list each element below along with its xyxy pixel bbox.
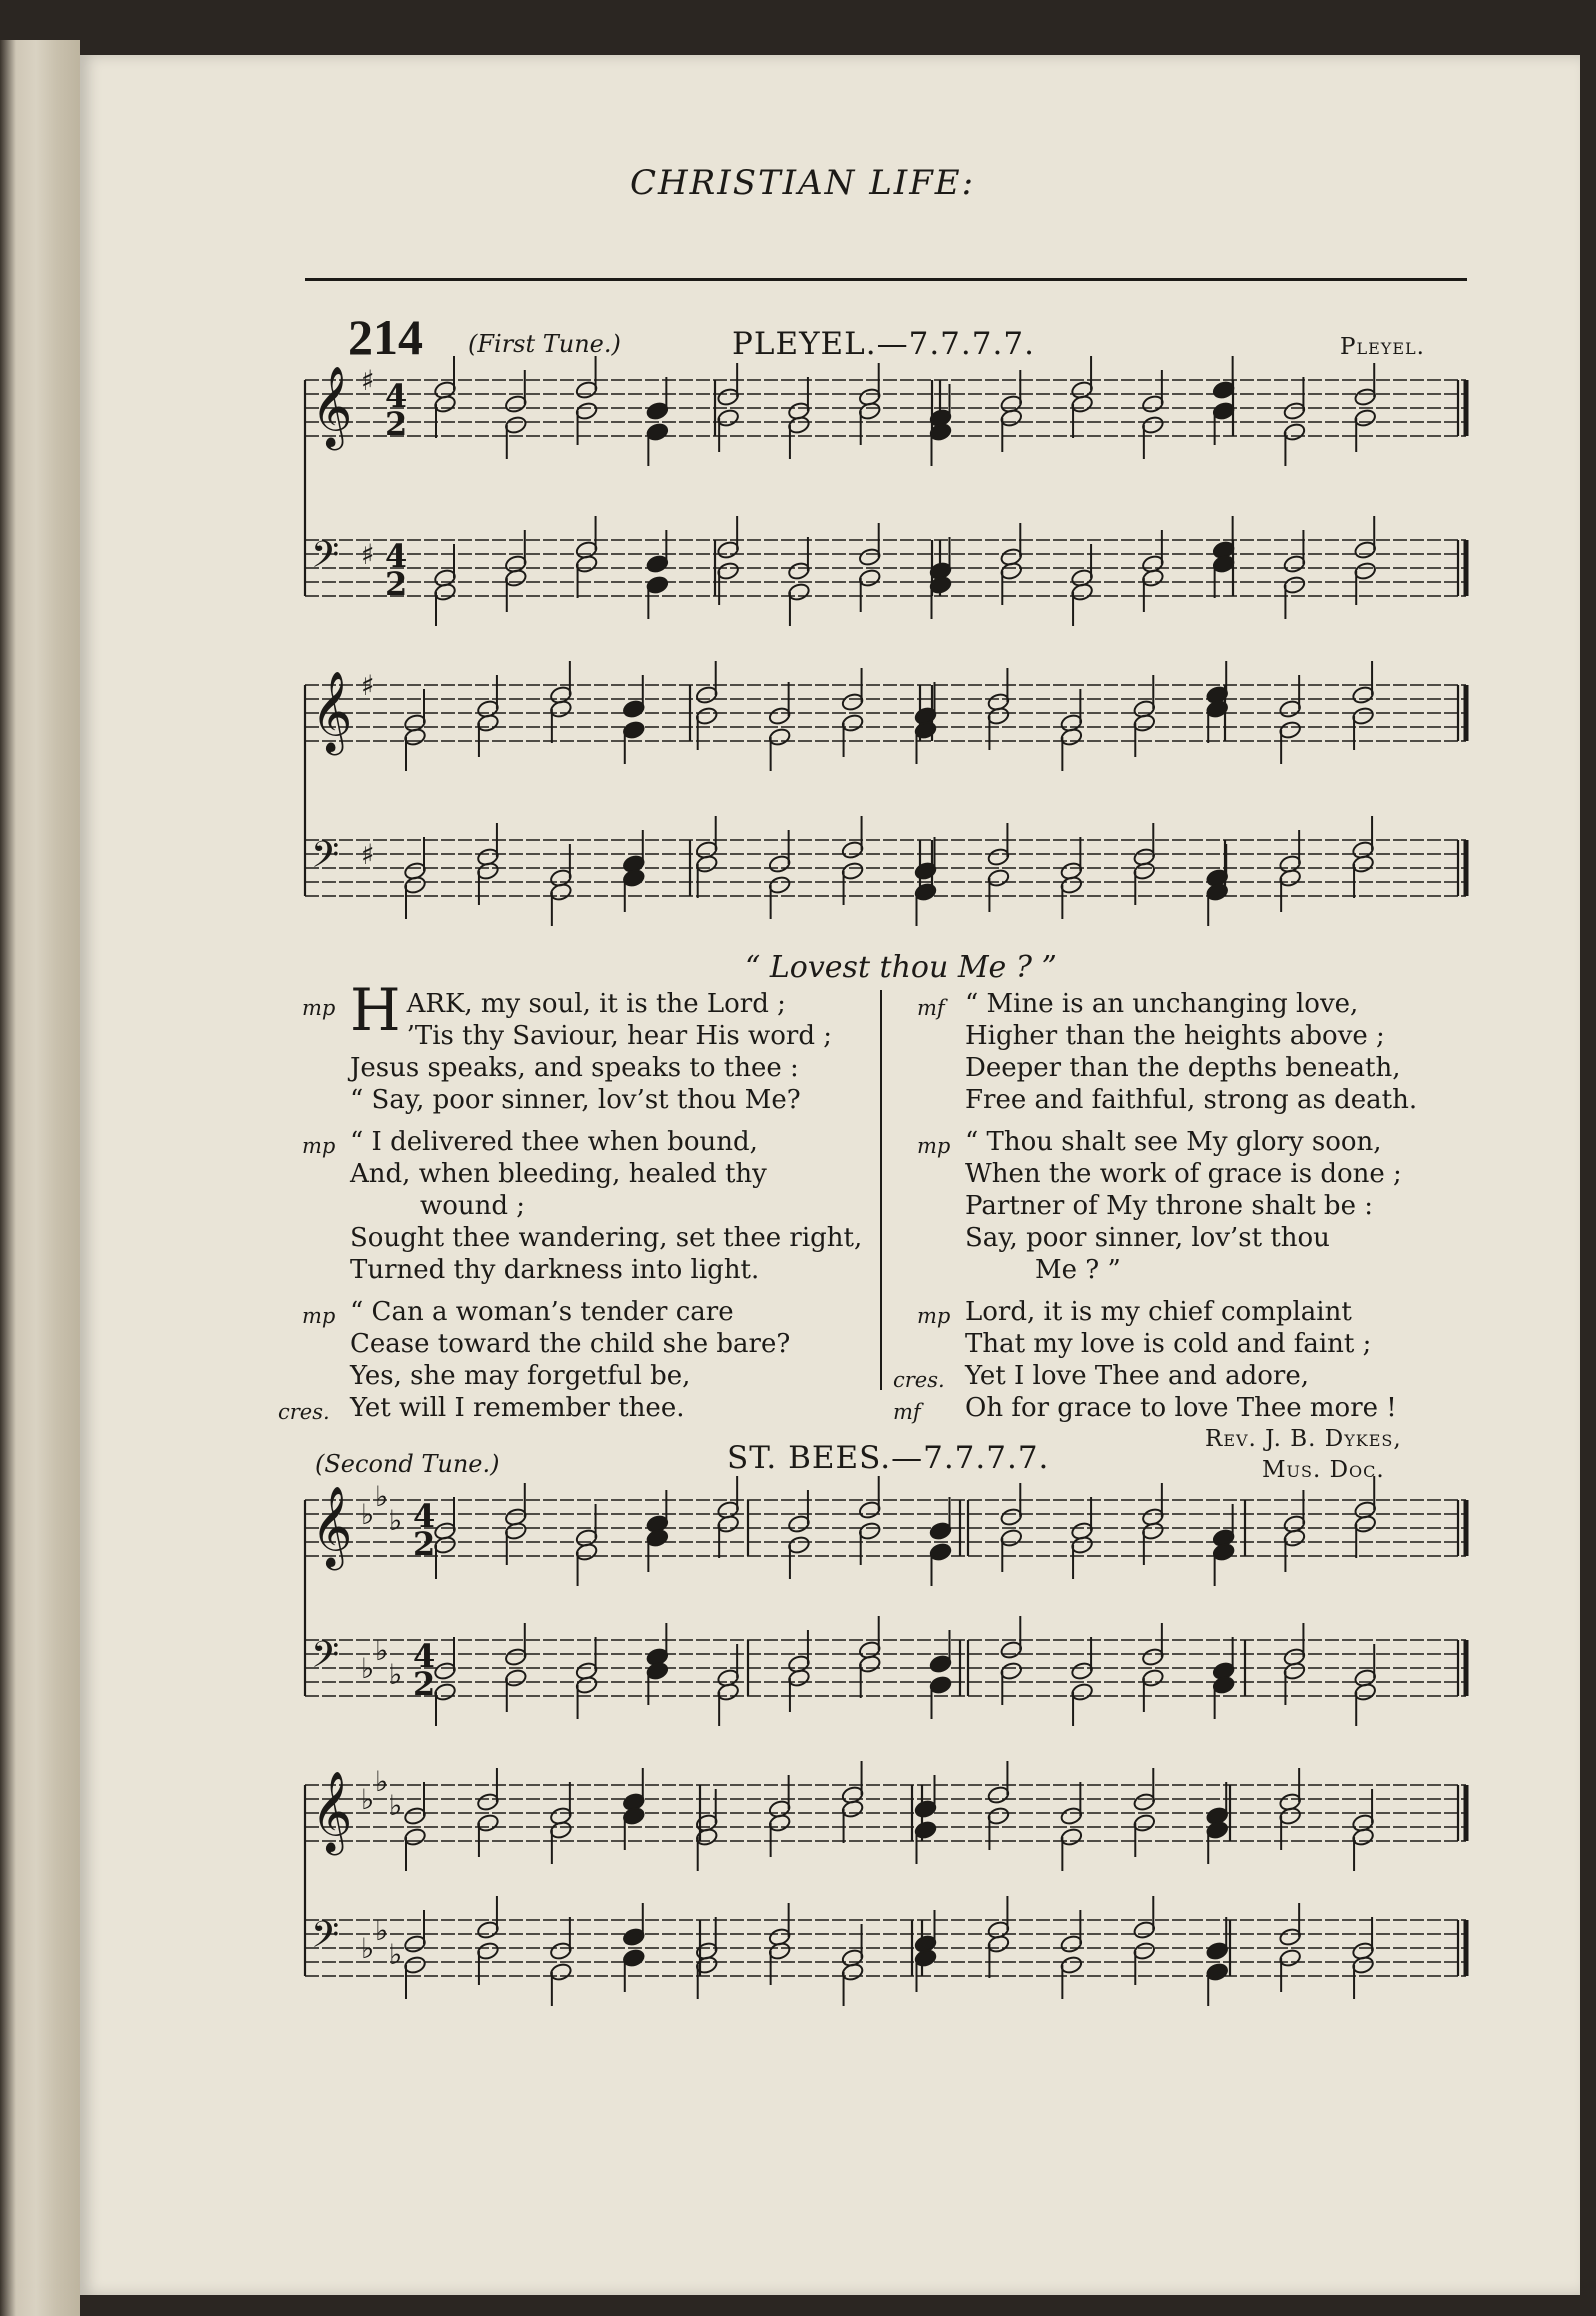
column-divider <box>880 990 882 1390</box>
drop-cap: H <box>350 976 401 1044</box>
verse-line: Say, poor sinner, lov’st thou <box>965 1223 1330 1253</box>
dynamic-marking: mp <box>302 1304 336 1328</box>
dynamic-marking: mp <box>302 1134 336 1158</box>
verse-line: “ Thou shalt see My glory soon, <box>965 1127 1382 1157</box>
dynamic-marking: cres. <box>893 1368 945 1392</box>
svg-text:♯: ♯ <box>361 364 375 397</box>
dynamic-marking: mp <box>302 996 336 1020</box>
svg-text:♭: ♭ <box>361 1932 375 1965</box>
hymn-epigraph: “ Lovest thou Me ? ” <box>745 950 1057 985</box>
svg-text:2: 2 <box>385 565 408 603</box>
hymn-number: 214 <box>348 309 423 365</box>
svg-text:4: 4 <box>413 1497 436 1535</box>
verse-line: “ I delivered thee when bound, <box>350 1127 758 1157</box>
verse <box>302 976 870 1116</box>
verse-line: Yes, she may forgetful be, <box>350 1361 691 1391</box>
svg-text:♭: ♭ <box>361 1498 375 1531</box>
svg-text:♭: ♭ <box>375 1634 389 1667</box>
verse <box>893 1296 1465 1424</box>
svg-text:4: 4 <box>413 1637 436 1675</box>
verse <box>917 1126 1465 1286</box>
svg-text:2: 2 <box>413 1525 436 1563</box>
svg-text:2: 2 <box>413 1665 436 1703</box>
verse <box>917 988 1465 1116</box>
section-header: CHRISTIAN LIFE: <box>630 163 976 203</box>
verse-line: Jesus speaks, and speaks to thee : <box>350 1053 799 1083</box>
first-tune-composer: Pleyel. <box>1340 334 1425 360</box>
first-tune-title: PLEYEL.—7.7.7.7. <box>732 326 1035 362</box>
verse-line: Free and faithful, strong as death. <box>965 1085 1418 1115</box>
svg-text:♭: ♭ <box>375 1765 389 1798</box>
verse-line: Lord, it is my chief complaint <box>965 1297 1352 1327</box>
svg-text:♯: ♯ <box>361 669 375 702</box>
verse-line: Yet will I remember thee. cres. <box>350 1392 870 1424</box>
verse-line: wound ; <box>420 1191 526 1221</box>
svg-text:♭: ♭ <box>389 1789 403 1822</box>
verse-line: Deeper than the depths beneath, <box>965 1053 1401 1083</box>
svg-text:𝄢: 𝄢 <box>311 1914 340 1965</box>
svg-text:𝄞: 𝄞 <box>311 670 353 752</box>
svg-text:♭: ♭ <box>389 1504 403 1537</box>
verse-line: “ Say, poor sinner, lov’st thou Me? <box>350 1085 801 1115</box>
svg-text:𝄢: 𝄢 <box>311 834 340 885</box>
svg-text:𝄞: 𝄞 <box>311 1770 353 1852</box>
dynamic-marking: mf <box>893 1400 921 1424</box>
second-tune-composer: Rev. J. B. Dykes, <box>1205 1426 1402 1452</box>
dynamic-marking: cres. <box>278 1400 330 1424</box>
verse-line: Cease toward the child she bare? <box>350 1329 791 1359</box>
verse-line: Sought thee wandering, set thee right, <box>350 1223 863 1253</box>
svg-text:2: 2 <box>385 405 408 443</box>
second-tune-title: ST. BEES.—7.7.7.7. <box>727 1440 1050 1476</box>
second-tune-composer-degree: Mus. Doc. <box>1262 1457 1385 1483</box>
verse-line: That my love is cold and faint ; <box>965 1329 1372 1359</box>
svg-text:𝄞: 𝄞 <box>311 365 353 447</box>
verse-line: “ Can a woman’s tender care <box>350 1297 734 1327</box>
verse-line: Oh for grace to love Thee more ! mf <box>965 1392 1465 1424</box>
dynamic-marking: mp <box>917 1134 951 1158</box>
verse <box>278 1296 870 1424</box>
verse-line: ’Tis thy Saviour, hear His word ; <box>406 1021 833 1051</box>
svg-text:4: 4 <box>385 537 408 575</box>
verse-line: Partner of My throne shalt be : <box>965 1191 1373 1221</box>
svg-text:♯: ♯ <box>361 838 375 871</box>
svg-text:♭: ♭ <box>361 1652 375 1685</box>
second-tune-label: (Second Tune.) <box>315 1450 500 1478</box>
verse-line: Turned thy darkness into light. <box>350 1255 760 1285</box>
verse-line: Yet I love Thee and adore, cres. <box>965 1360 1465 1392</box>
verse-line: ARK, my soul, it is the Lord ; <box>406 989 786 1019</box>
svg-text:♭: ♭ <box>389 1938 403 1971</box>
svg-text:♭: ♭ <box>361 1783 375 1816</box>
verses-right-column <box>893 988 1465 1434</box>
svg-text:♭: ♭ <box>375 1480 389 1513</box>
svg-text:♯: ♯ <box>361 538 375 571</box>
verse-line: Me ? ” <box>1035 1255 1121 1285</box>
svg-text:♭: ♭ <box>389 1658 403 1691</box>
dynamic-marking: mp <box>917 1304 951 1328</box>
verse-line: And, when bleeding, healed thy <box>350 1159 767 1189</box>
verse <box>302 1126 870 1286</box>
svg-text:♭: ♭ <box>375 1914 389 1947</box>
verse-line: Higher than the heights above ; <box>965 1021 1385 1051</box>
verses-left-column <box>278 976 870 1434</box>
dynamic-marking: mf <box>917 996 945 1020</box>
svg-text:𝄢: 𝄢 <box>311 534 340 585</box>
svg-text:𝄞: 𝄞 <box>311 1485 353 1567</box>
svg-text:𝄢: 𝄢 <box>311 1634 340 1685</box>
first-tune-label: (First Tune.) <box>468 330 621 358</box>
verse-line: When the work of grace is done ; <box>965 1159 1402 1189</box>
svg-text:4: 4 <box>385 377 408 415</box>
verse-line: “ Mine is an unchanging love, <box>965 989 1359 1019</box>
